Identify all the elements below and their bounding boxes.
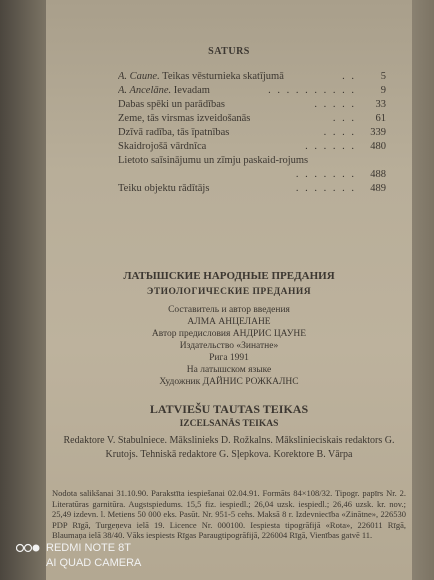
toc-item-author: A. Caune. [118,71,160,82]
toc-item-title: Dabas spēki un parādības [118,99,226,110]
russian-title: ЛАТЫШСКИЕ НАРОДНЫЕ ПРЕДАНИЯ [123,270,335,282]
watermark-camera: AI QUAD CAMERA [46,557,142,569]
toc-item-title: Lietoto saīsinājumu un zīmju paskaid-rojums [118,155,309,166]
imprint-text: Nodota salikšanai 31.10.90. Parakstīta iespiešanai 02.04.91. Formāts 84×108/32. Tipogr. papīrs Nr. 2. Literatūras garnitūra. Augstspiedums. 15,5 fiz. iespiedl.; 26,04 uzsk. iespiedl.; 26,46 uzsk. kr. nov.; 25,49 izdevn. l. Metiens 50 000 eks. Pasūt. Nr. 951-5 cehs. Maksā 8 r. Izdevniecība «Zinātne», 226530 PDP Rīgā, Turgeņeva ielā 19. Licence Nr. 000100. Iespiesta tipogrāfijā «Rota», 226011 Rīgā, Blaumaņa ielā 38/40. Vāks iespiests Rīgas Paraugtipogrāfijā, 226004 Rīgā, Vienības gatvē 11. [52,488,406,540]
toc-item: Dzīvā radība, tās īpatnības . . . . 339 [118,127,386,138]
latvian-title: LATVIEŠU TAUTAS TEIKAS [149,402,309,416]
toc-item: Teiku objektu rādītājs . . . . . . . 489 [118,183,386,194]
book-spine-shadow [0,0,46,580]
russian-credit-line: Издательство «Зинатне» [179,341,279,351]
toc-item-page: 33 [375,99,386,110]
toc-item-title: Teiku objektu rādītājs [118,183,210,194]
russian-credit-line: Составитель и автор введения [168,305,290,315]
russian-credit-line: Автор предисловия АНДРИС ЦАУНЕ [151,329,307,339]
page-edge [412,0,434,580]
toc-item-title: Teikas vēsturnieka skatījumā [162,71,284,82]
toc-heading: SATURS [208,46,250,57]
toc-item-page: 488 [370,169,386,180]
book-page [46,0,412,580]
russian-credit-line: На латышском языке [186,365,272,375]
toc-item-page: 480 [370,141,386,152]
toc-item-page: 61 [375,113,386,124]
toc-item: A. Ancelāne. Ievadam . . . . . . . . . . 9 [118,85,386,96]
russian-credit-line: Рига 1991 [209,353,249,363]
toc-item-title: Dzīvā radība, tās īpatnības [118,127,230,138]
table-of-contents [118,70,386,196]
toc-item: Zeme, tās virsmas izveidošanās . . . 61 [118,113,386,124]
russian-credit-line: Художник ДАЙНИС РОЖКАЛНС [159,377,299,387]
toc-item-page: 5 [380,71,386,82]
toc-item-title: Ievadam [173,85,210,96]
toc-item-page: 489 [370,183,386,194]
toc-item: Lietoto saīsinājumu un zīmju paskaid-rojums . . . . . . . 488 [118,155,386,180]
latvian-subtitle: IZCELSANĀS TEIKAS [179,419,279,429]
camera-dots-icon [16,542,40,554]
toc-item: A. Caune. Teikas vēsturnieka skatījumā . . 5 [118,71,386,82]
russian-subtitle: ЭТИОЛОГИЧЕСКИЕ ПРЕДАНИЯ [146,287,312,297]
credits-text: Redaktore V. Stabulniece. Mākslinieks D. Rožkalns. Mākslinieciskais redaktors G. Krutojs. Tehniskā redaktore G. Sļepkova. Korektore B. Vārpa [63,435,395,460]
toc-item: Skaidrojošā vārdnīca . . . . . . 480 [118,141,386,152]
watermark-device: REDMI NOTE 8T [46,542,131,554]
toc-item-page: 9 [380,85,386,96]
toc-item-author: A. Ancelāne. [118,85,172,96]
toc-item-page: 339 [370,127,386,138]
toc-item-title: Zeme, tās virsmas izveidošanās [118,113,251,124]
toc-item-title: Skaidrojošā vārdnīca [118,141,207,152]
russian-credit-line: АЛМА АНЦЕЛАНЕ [187,317,271,327]
toc-item: Dabas spēki un parādības . . . . . 33 [118,99,386,110]
